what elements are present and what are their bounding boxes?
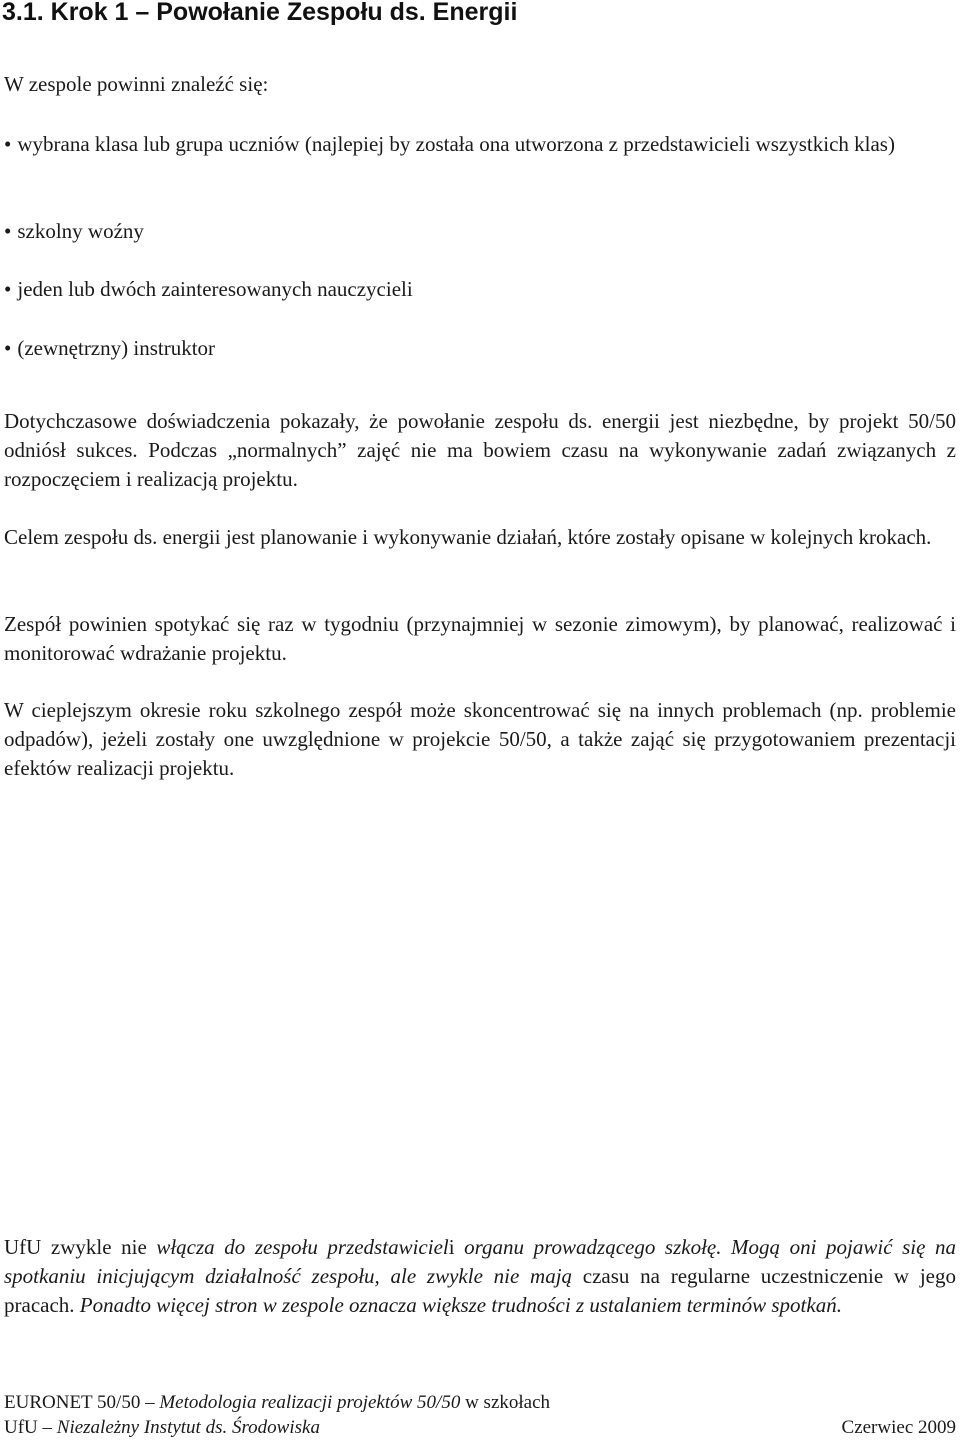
paragraph-warm-season: W cieplejszym okresie roku szkolnego zespół może skoncentrować się na innych problemach (np. problemie odpadów), jeżeli zostały one uwzględnione w projekcie 50/50, a także zająć się przygotowaniem prezentacji efektów realizacji projektu. [4, 698, 956, 780]
list-item [4, 217, 956, 246]
list-item [4, 275, 956, 304]
list-item [4, 334, 956, 363]
section-heading: 3.1. Krok 1 – Powołanie Zespołu ds. Energii [2, 0, 518, 26]
bullet-icon: • [4, 132, 12, 156]
footer-date: Czerwiec 2009 [841, 1417, 956, 1438]
footer-document-title-end: w szkołach [460, 1392, 551, 1413]
bullet-icon: • [4, 336, 12, 360]
note-text: UfU zwykle nie [4, 1235, 157, 1259]
paragraph-experience: Dotychczasowe doświadczenia pokazały, że powołanie zespołu ds. energii jest niezbędne, by projekt 50/50 odniósł sukces. Podczas „normalnych” zajęć nie ma bowiem czasu na wykonywanie zadań związanych z rozpoczęciem i realizacją projektu. [4, 409, 956, 491]
note-text: czasu na regularne uczestniczenie w jego pracach. [4, 1264, 956, 1317]
note-text-italic: organu prowadzącego szkołę. Mogą oni pojawić się na spotkaniu inicjującym działalność zespołu, ale zwykle nie mają [4, 1235, 956, 1288]
footer-line-institute [4, 1415, 956, 1441]
footer-project-name: EURONET 50/50 – [4, 1392, 160, 1413]
note-paragraph [4, 1233, 956, 1320]
bullet-icon: • [4, 277, 12, 301]
list-item-text: wybrana klasa lub grupa uczniów (najlepiej by została ona utworzona z przedstawicieli wszystkich klas) [17, 132, 895, 156]
paragraph-meetings: Zespół powinien spotykać się raz w tygodniu (przynajmniej w sezonie zimowym), by planować, realizować i monitorować wdrażanie projektu. [4, 612, 956, 665]
footer-line-project [4, 1390, 956, 1416]
list-item-text: jeden lub dwóch zainteresowanych nauczycieli [17, 277, 413, 301]
footer-org-full: Niezależny Instytut ds. Środowiska [56, 1417, 320, 1438]
list-item-text: (zewnętrzny) instruktor [17, 336, 216, 360]
note-text: i [448, 1235, 465, 1259]
note-text-italic: Ponadto więcej stron w zespole oznacza większe trudności z ustalaniem terminów spotkań. [79, 1293, 842, 1317]
footer-org-short: UfU – [4, 1417, 57, 1438]
bullet-icon: • [4, 219, 12, 243]
list-item [4, 130, 956, 159]
intro-text: W zespole powinni znaleźć się: [4, 72, 269, 96]
note-text-italic: włącza do zespołu przedstawiciel [156, 1235, 449, 1259]
list-item-text: szkolny woźny [17, 219, 144, 243]
footer-document-title: Metodologia realizacji projektów 50/50 [159, 1392, 461, 1413]
paragraph-team-goal: Celem zespołu ds. energii jest planowanie i wykonywanie działań, które zostały opisane w kolejnych krokach. [4, 525, 932, 549]
